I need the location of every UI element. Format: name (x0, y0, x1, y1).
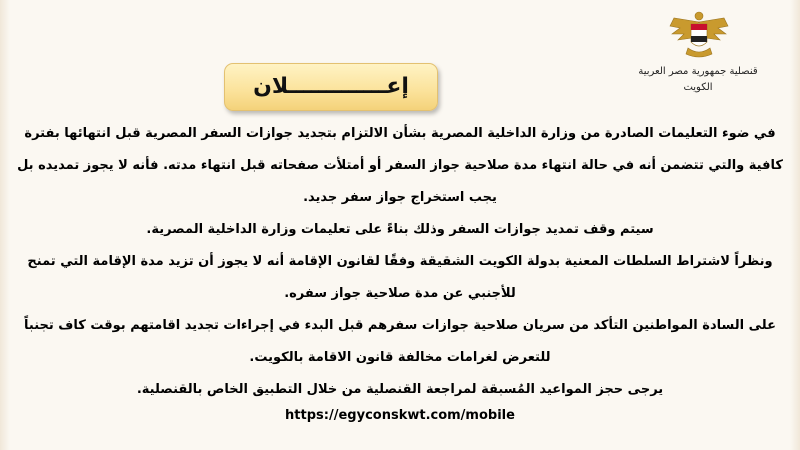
page-edge-left (0, 0, 10, 450)
consulate-name (636, 64, 760, 96)
consulate-line-1: قنصلية جمهورية مصر العربية (638, 66, 758, 77)
paragraph-5: يرجى حجز المواعيد المُسبقة لمراجعة القنصلية من خلال التطبيق الخاص بالقنصلية. (136, 382, 664, 397)
consulate-line-2: الكويت (683, 82, 713, 93)
eagle-emblem-icon (668, 8, 730, 62)
paragraph-4: على السادة المواطنين التأكد من سريان صلاحية جوازات سفرهم قبل البدء في إجراءات تجديد اقامتهم بوقت كاف تجنباً للتعرض لغرامات مخالفة قانون الاقامة بالكويت. (24, 318, 776, 365)
announcement-body (16, 118, 784, 406)
paragraph-1: في ضوء التعليمات الصادرة من وزارة الداخلية المصرية بشأن الالتزام بتجديد جوازات السفر المصرية قبل انتهائها بفترة كافية والتي تتضمن أنه في حالة انتهاء مدة صلاحية جواز السفر أو أمتلأت صفحاته قبل انتهاء مدته. فأنه لا يجوز تمديده بل يجب استخراج جواز سفر جديد. (17, 126, 783, 205)
page-edge-right (790, 0, 800, 450)
paragraph-2: سيتم وقف تمديد جوازات السفر وذلك بناءً على تعليمات وزارة الداخلية المصرية. (146, 222, 654, 237)
announcement-banner (224, 63, 438, 111)
paragraph-3: ونظراً لاشتراط السلطات المعنية بدولة الكويت الشقيقة وفقًا لقانون الإقامة أنه لا يجوز أن تزيد مدة الإقامة التي تمنح للأجنبي عن مدة صلاحية جواز سفره. (27, 254, 773, 301)
mobile-app-link[interactable]: https://egyconskwt.com/mobile (285, 408, 515, 423)
announcement-title: إعـــــــــــــلان (253, 74, 409, 99)
